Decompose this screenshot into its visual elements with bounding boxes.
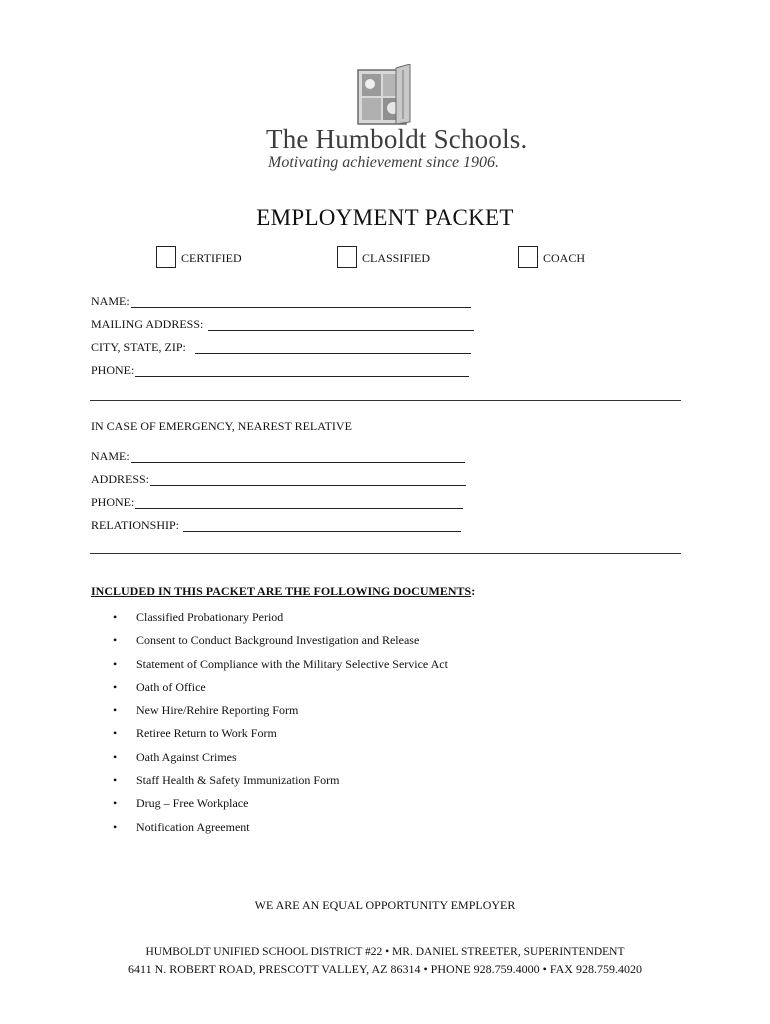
school-name: The Humboldt Schools.	[266, 124, 528, 154]
list-item	[91, 773, 448, 796]
list-item-text: Notification Agreement	[136, 819, 250, 834]
bullet-icon: •	[113, 633, 118, 648]
bullet-icon: •	[113, 679, 118, 694]
bullet-icon: •	[113, 610, 118, 624]
emergency-phone-field[interactable]	[135, 508, 463, 509]
list-item-text: Classified Probationary Period	[136, 610, 284, 624]
footer-address-line: 6411 N. ROBERT ROAD, PRESCOTT VALLEY, AZ 86314 • PHONE 928.759.4000 • FAX 928.759.4020	[128, 962, 642, 976]
coach-label: COACH	[543, 251, 586, 265]
certified-checkbox[interactable]	[156, 246, 176, 268]
list-item	[91, 796, 448, 819]
section-divider	[90, 553, 681, 554]
bullet-icon: •	[113, 749, 118, 764]
list-item	[91, 820, 448, 843]
documents-heading-colon: :	[471, 584, 476, 598]
window-emblem-icon	[356, 64, 414, 126]
list-item-text: Drug – Free Workplace	[136, 796, 249, 811]
list-item	[91, 657, 448, 680]
bullet-icon: •	[113, 819, 118, 834]
section-divider	[90, 400, 681, 401]
certified-label: CERTIFIED	[181, 251, 242, 265]
equal-opportunity-statement: WE ARE AN EQUAL OPPORTUNITY EMPLOYER	[254, 898, 516, 912]
list-item-text: Statement of Compliance with the Military Selective Service Act	[136, 656, 448, 671]
list-item	[91, 680, 448, 703]
list-item-text: Retiree Return to Work Form	[136, 726, 277, 741]
city-state-zip-label: CITY, STATE, ZIP:	[91, 340, 186, 354]
list-item	[91, 633, 448, 656]
phone-label: PHONE:	[91, 363, 135, 377]
page-title: EMPLOYMENT PACKET	[256, 205, 514, 230]
bullet-icon: •	[113, 703, 118, 718]
mailing-address-field[interactable]	[208, 330, 474, 331]
coach-checkbox[interactable]	[518, 246, 538, 268]
emergency-address-label: ADDRESS:	[91, 472, 150, 486]
mailing-address-label: MAILING ADDRESS:	[91, 317, 204, 331]
list-item-text: Oath Against Crimes	[136, 749, 237, 764]
footer-district-line: HUMBOLDT UNIFIED SCHOOL DISTRICT #22 • MR. DANIEL STREETER, SUPERINTENDENT	[145, 946, 625, 958]
school-tagline: Motivating achievement since 1906.	[268, 154, 500, 171]
classified-label: CLASSIFIED	[362, 251, 431, 265]
relationship-field[interactable]	[183, 531, 461, 532]
relationship-label: RELATIONSHIP:	[91, 518, 180, 532]
emergency-address-field[interactable]	[150, 485, 466, 486]
emergency-name-label: NAME:	[91, 449, 130, 463]
list-item	[91, 703, 448, 726]
bullet-icon: •	[113, 773, 118, 788]
list-item	[91, 610, 448, 633]
list-item-text: Consent to Conduct Background Investigation and Release	[136, 633, 420, 648]
documents-heading	[91, 584, 475, 599]
list-item	[91, 750, 448, 773]
emergency-phone-label: PHONE:	[91, 495, 135, 509]
emergency-name-field[interactable]	[131, 462, 465, 463]
school-logo-emblem	[356, 64, 414, 126]
documents-list	[91, 610, 448, 843]
name-field[interactable]	[131, 307, 471, 308]
emergency-heading: IN CASE OF EMERGENCY, NEAREST RELATIVE	[91, 419, 352, 433]
list-item-text: New Hire/Rehire Reporting Form	[136, 703, 299, 718]
bullet-icon: •	[113, 656, 118, 671]
bullet-icon: •	[113, 726, 118, 741]
name-label: NAME:	[91, 294, 130, 308]
classified-checkbox[interactable]	[337, 246, 357, 268]
list-item	[91, 726, 448, 749]
city-state-zip-field[interactable]	[195, 353, 471, 354]
list-item-text: Oath of Office	[136, 679, 206, 694]
phone-field[interactable]	[135, 376, 469, 377]
documents-heading-text: INCLUDED IN THIS PACKET ARE THE FOLLOWING DOCUMENTS	[91, 584, 472, 598]
list-item-text: Staff Health & Safety Immunization Form	[136, 773, 340, 788]
bullet-icon: •	[113, 796, 118, 811]
